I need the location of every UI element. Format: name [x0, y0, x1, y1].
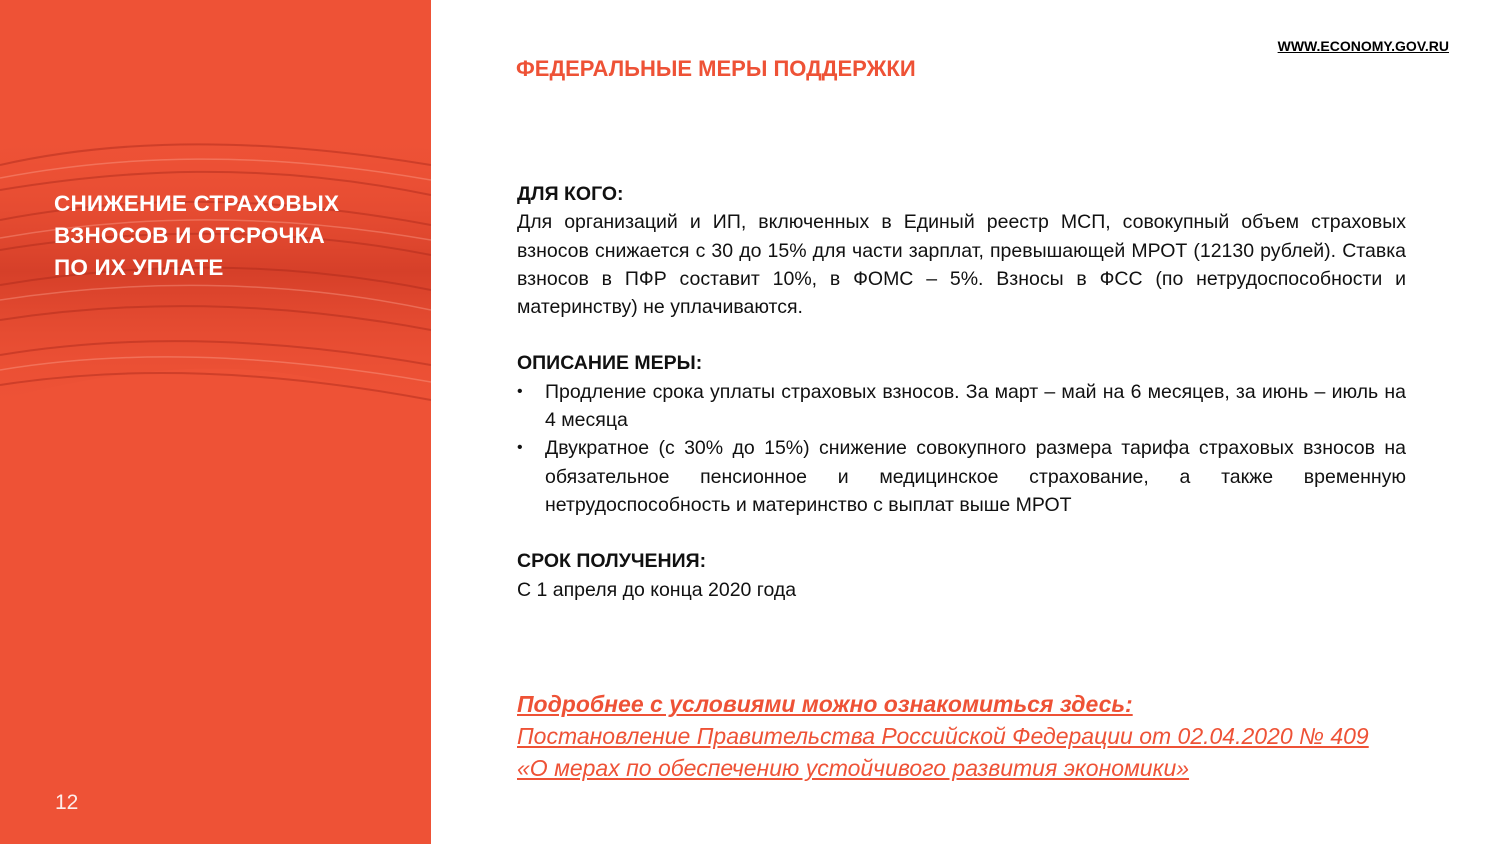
site-url-link[interactable]: WWW.ECONOMY.GOV.RU: [1277, 38, 1449, 54]
resolution-link[interactable]: Постановление Правительства Российской Федерации от 02.04.2020 № 409: [517, 723, 1369, 749]
resolution-title-link[interactable]: «О мерах по обеспечению устойчивого развития экономики»: [517, 755, 1190, 781]
list-item-text: Двукратное (с 30% до 15%) снижение совокупного размера тарифа страховых взносов на обязательное пенсионное и медицинское страхование, а также временную нетрудоспособность и материнство с выплат выше МРОТ: [545, 437, 1406, 516]
list-item: [517, 434, 1406, 519]
page-title: ФЕДЕРАЛЬНЫЕ МЕРЫ ПОДДЕРЖКИ: [516, 56, 916, 81]
left-decorative-panel: [0, 0, 431, 844]
bullet-icon: •: [517, 382, 523, 400]
term-text: С 1 апреля до конца 2020 года: [517, 578, 797, 601]
description-list: [517, 378, 1406, 519]
details-links: [517, 688, 1457, 784]
main-content: [517, 180, 1406, 604]
details-lead-link[interactable]: Подробнее с условиями можно ознакомиться здесь:: [517, 691, 1133, 717]
list-item: [517, 378, 1406, 435]
list-item-text: Продление срока уплаты страховых взносов. За март – май на 6 месяцев, за июнь – июль на 4 месяца: [545, 380, 1406, 432]
for-whom-text: Для организаций и ИП, включенных в Единый реестр МСП, совокупный объем страховых взносов снижается с 30 до 15% для части зарплат, превышающей МРОТ (12130 рублей). Ставка взносов в ПФР составит 10%, в ФОМС – 5%. Взносы в ФСС (по нетрудоспособности и материнству) не уплачиваются.: [517, 211, 1406, 319]
term-heading: СРОК ПОЛУЧЕНИЯ:: [517, 550, 707, 573]
for-whom-heading: ДЛЯ КОГО:: [517, 183, 624, 205]
measure-title: [54, 188, 394, 284]
measure-title-line: СНИЖЕНИЕ СТРАХОВЫХ: [54, 191, 340, 216]
description-heading: ОПИСАНИЕ МЕРЫ:: [517, 352, 703, 375]
page-number: 12: [55, 791, 79, 814]
measure-title-line: ПО ИХ УПЛАТЕ: [54, 255, 224, 280]
measure-title-line: ВЗНОСОВ И ОТСРОЧКА: [54, 223, 326, 248]
bullet-icon: •: [517, 439, 523, 457]
paint-wave-texture: [0, 0, 431, 844]
